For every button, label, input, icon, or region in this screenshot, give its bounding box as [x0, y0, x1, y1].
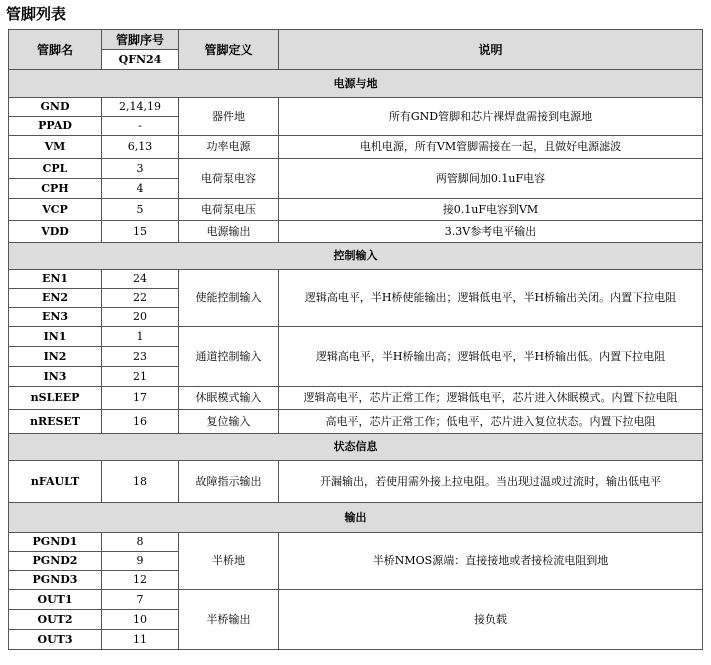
pin-number: - — [102, 117, 179, 136]
header-pin-name: 管脚名 — [9, 30, 102, 70]
pin-number: 2,14,19 — [102, 98, 179, 117]
pin-description: 所有GND管脚和芯片裸焊盘需接到电源地 — [279, 98, 703, 136]
pin-definition: 电荷泵电压 — [179, 199, 279, 221]
header-description: 说明 — [279, 30, 703, 70]
pin-number: 23 — [102, 347, 179, 367]
pin-number: 8 — [102, 533, 179, 552]
pin-number: 18 — [102, 461, 179, 503]
section-status: 状态信息 — [9, 434, 703, 461]
pin-definition: 器件地 — [179, 98, 279, 136]
pin-number: 10 — [102, 610, 179, 630]
pin-description: 3.3V参考电平输出 — [279, 221, 703, 243]
pin-number: 22 — [102, 289, 179, 308]
header-package: QFN24 — [102, 50, 179, 70]
pin-name: EN2 — [9, 289, 102, 308]
pin-description: 接负载 — [279, 590, 703, 650]
pin-name: OUT1 — [9, 590, 102, 610]
pin-name: IN3 — [9, 367, 102, 387]
pin-name: VDD — [9, 221, 102, 243]
pin-description: 接0.1uF电容到VM — [279, 199, 703, 221]
pin-table — [8, 29, 703, 650]
pin-definition: 故障指示输出 — [179, 461, 279, 503]
pin-name: nRESET — [9, 410, 102, 434]
pin-definition: 功率电源 — [179, 136, 279, 159]
pin-name: EN3 — [9, 308, 102, 327]
pin-name: OUT3 — [9, 630, 102, 650]
pin-number: 24 — [102, 270, 179, 289]
pin-name: PPAD — [9, 117, 102, 136]
pin-definition: 电源输出 — [179, 221, 279, 243]
pin-name: VCP — [9, 199, 102, 221]
pin-definition: 半桥输出 — [179, 590, 279, 650]
page-title: 管脚列表 — [6, 5, 67, 23]
pin-number: 3 — [102, 159, 179, 179]
pin-definition: 半桥地 — [179, 533, 279, 590]
pin-definition: 电荷泵电容 — [179, 159, 279, 199]
pin-description: 开漏输出，若使用需外接上拉电阻。当出现过温或过流时，输出低电平 — [279, 461, 703, 503]
pin-number: 20 — [102, 308, 179, 327]
pin-name: IN2 — [9, 347, 102, 367]
pin-number: 11 — [102, 630, 179, 650]
pin-number: 1 — [102, 327, 179, 347]
pin-description: 逻辑高电平，半H桥使能输出；逻辑低电平，半H桥输出关闭。内置下拉电阻 — [279, 270, 703, 327]
pin-description: 高电平，芯片正常工作；低电平，芯片进入复位状态。内置下拉电阻 — [279, 410, 703, 434]
pin-name: nFAULT — [9, 461, 102, 503]
pin-number: 7 — [102, 590, 179, 610]
pin-name: PGND1 — [9, 533, 102, 552]
pin-number: 12 — [102, 571, 179, 590]
pin-name: VM — [9, 136, 102, 159]
section-power: 电源与地 — [9, 70, 703, 98]
pin-description: 电机电源，所有VM管脚需接在一起，且做好电源滤波 — [279, 136, 703, 159]
pin-number: 15 — [102, 221, 179, 243]
pin-number: 4 — [102, 179, 179, 199]
section-output: 输出 — [9, 503, 703, 533]
pin-description: 半桥NMOS源端：直接接地或者接检流电阻到地 — [279, 533, 703, 590]
pin-name: nSLEEP — [9, 387, 102, 410]
pin-definition: 通道控制输入 — [179, 327, 279, 387]
pin-number: 6,13 — [102, 136, 179, 159]
pin-description: 两管脚间加0.1uF电容 — [279, 159, 703, 199]
pin-name: EN1 — [9, 270, 102, 289]
pin-number: 21 — [102, 367, 179, 387]
pin-name: OUT2 — [9, 610, 102, 630]
pin-number: 17 — [102, 387, 179, 410]
pin-number: 9 — [102, 552, 179, 571]
pin-name: PGND3 — [9, 571, 102, 590]
pin-number: 5 — [102, 199, 179, 221]
pin-definition: 使能控制输入 — [179, 270, 279, 327]
pin-description: 逻辑高电平，半H桥输出高；逻辑低电平，半H桥输出低。内置下拉电阻 — [279, 327, 703, 387]
pin-name: GND — [9, 98, 102, 117]
section-control: 控制输入 — [9, 243, 703, 270]
pin-description: 逻辑高电平，芯片正常工作；逻辑低电平，芯片进入休眠模式。内置下拉电阻 — [279, 387, 703, 410]
pin-definition: 休眠模式输入 — [179, 387, 279, 410]
header-pin-number: 管脚序号 — [102, 30, 179, 50]
pin-name: PGND2 — [9, 552, 102, 571]
pin-name: CPH — [9, 179, 102, 199]
pin-name: IN1 — [9, 327, 102, 347]
pin-number: 16 — [102, 410, 179, 434]
header-pin-definition: 管脚定义 — [179, 30, 279, 70]
pin-name: CPL — [9, 159, 102, 179]
pin-definition: 复位输入 — [179, 410, 279, 434]
